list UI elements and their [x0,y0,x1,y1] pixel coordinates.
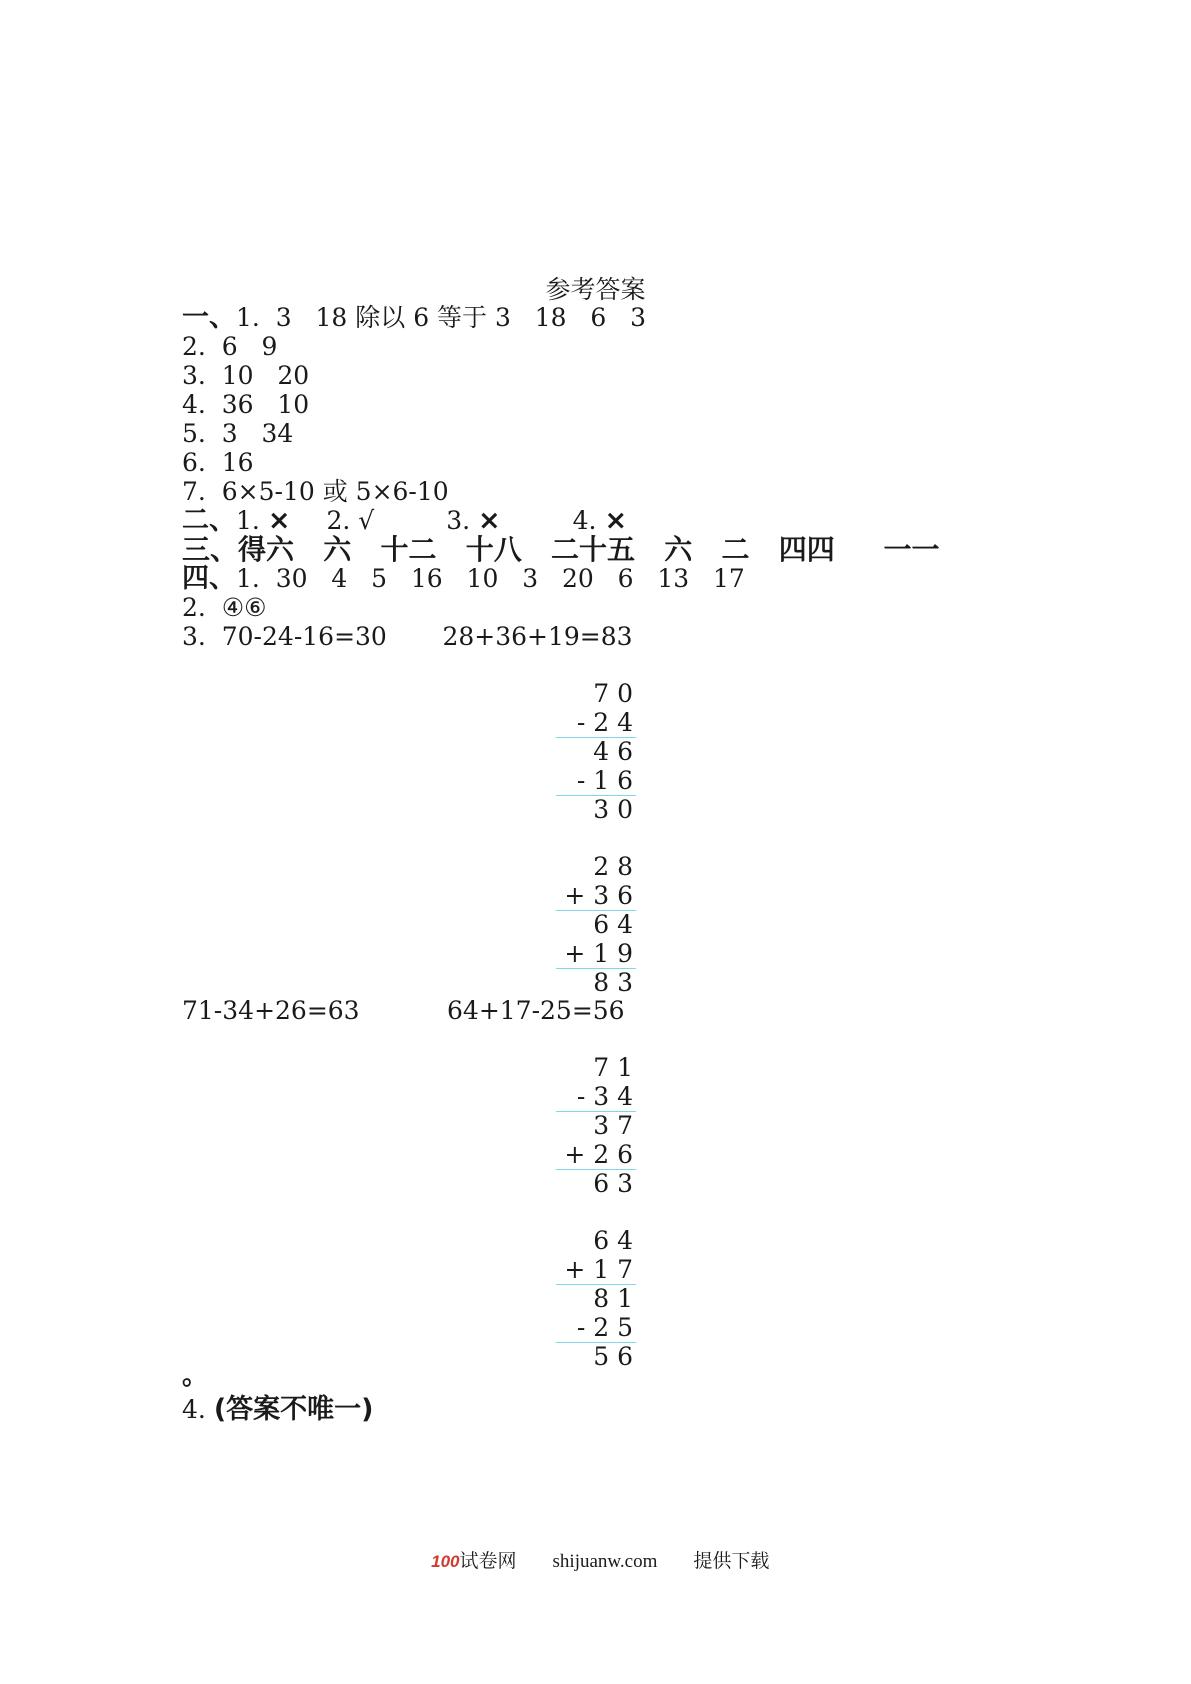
vertical-calc-2 [556,853,636,998]
calc-row: 6 4 [593,1226,633,1255]
vertical-calc-1 [556,680,636,825]
section3-label: 三、 [182,533,239,566]
vertical-calc-4 [556,1227,636,1372]
section4-q1-text: 1. 30 4 5 16 10 3 20 6 13 17 [236,564,745,593]
section2-item-3-mark: × [478,505,501,536]
section3-text: 得六 六 十二 十八 二十五 六 二 四四 一一 [238,533,940,566]
section4-q1 [182,565,745,593]
section2-item-2-mark: √ [358,506,375,535]
section4-q4 [182,1396,374,1424]
section1-row-2: 2. 6 9 [182,332,278,361]
section2-item-4-num: 4. [572,506,597,535]
footer-tagline: 提供下载 [693,1551,770,1572]
footer [0,1524,1191,1573]
section1-row-5: 5. 3 34 [182,419,294,448]
calc-row: 6 3 [556,1169,636,1199]
calc-row: - 1 6 [576,765,633,795]
calc-row: 2 8 [593,852,633,881]
calc-row: 4 6 [556,737,636,767]
calc-row: 8 1 [556,1284,636,1314]
section4-q3b: 71-34+26=63 64+17-25=56 [182,996,625,1025]
calc-row: + 3 6 [564,880,633,910]
calc-row: + 2 6 [564,1139,633,1169]
section2-row [182,507,627,535]
section4-q3: 3. 70-24-16=30 28+36+19=83 [182,622,633,651]
calc-row: - 2 4 [576,707,633,737]
section4-q4-num: 4. [182,1395,206,1424]
section2-item-1-num: 1. [236,506,260,535]
calc-row: 7 1 [593,1053,633,1082]
page-title: 参考答案 [545,275,646,304]
section1-row-1 [182,304,646,332]
section1-row-4: 4. 36 10 [182,390,310,419]
section3-row [182,533,940,566]
calc-row: + 1 7 [564,1254,633,1284]
site-logo: 100 [431,1552,460,1571]
section1-label: 一、 [182,302,236,333]
calc-row: 6 4 [556,910,636,940]
section4-q2: 2. ④⑥ [182,593,267,622]
section1-row-3: 3. 10 20 [182,361,310,390]
section4-q4-text: (答案不唯一) [213,1394,374,1425]
calc-row: - 3 4 [576,1081,633,1111]
section2-item-4-mark: × [604,505,628,536]
calc-row: 3 0 [556,795,636,825]
site-name: 试卷网 [459,1551,517,1572]
calc-row: - 2 5 [576,1312,633,1342]
calc-row: 5 6 [556,1342,636,1372]
section2-label: 二、 [182,505,236,536]
section4-label: 四、 [182,563,236,594]
section2-item-3-num: 3. [446,506,471,535]
section2-item-1-mark: × [267,505,291,536]
section2-item-2-num: 2. [326,506,351,535]
calc-row: 3 7 [556,1111,636,1141]
section1-row-text: 1. 3 18 除以 6 等于 3 18 6 3 [236,303,647,332]
section1-row-7: 7. 6×5-10 或 5×6-10 [182,477,449,506]
trailing-dot: 。 [182,1361,209,1391]
calc-row: 8 3 [556,968,636,998]
calc-row: + 1 9 [564,938,633,968]
site-url[interactable]: shijuanw.com [552,1551,658,1572]
vertical-calc-3 [556,1054,636,1199]
section1-row-6: 6. 16 [182,448,254,477]
calc-row: 7 0 [593,679,633,708]
